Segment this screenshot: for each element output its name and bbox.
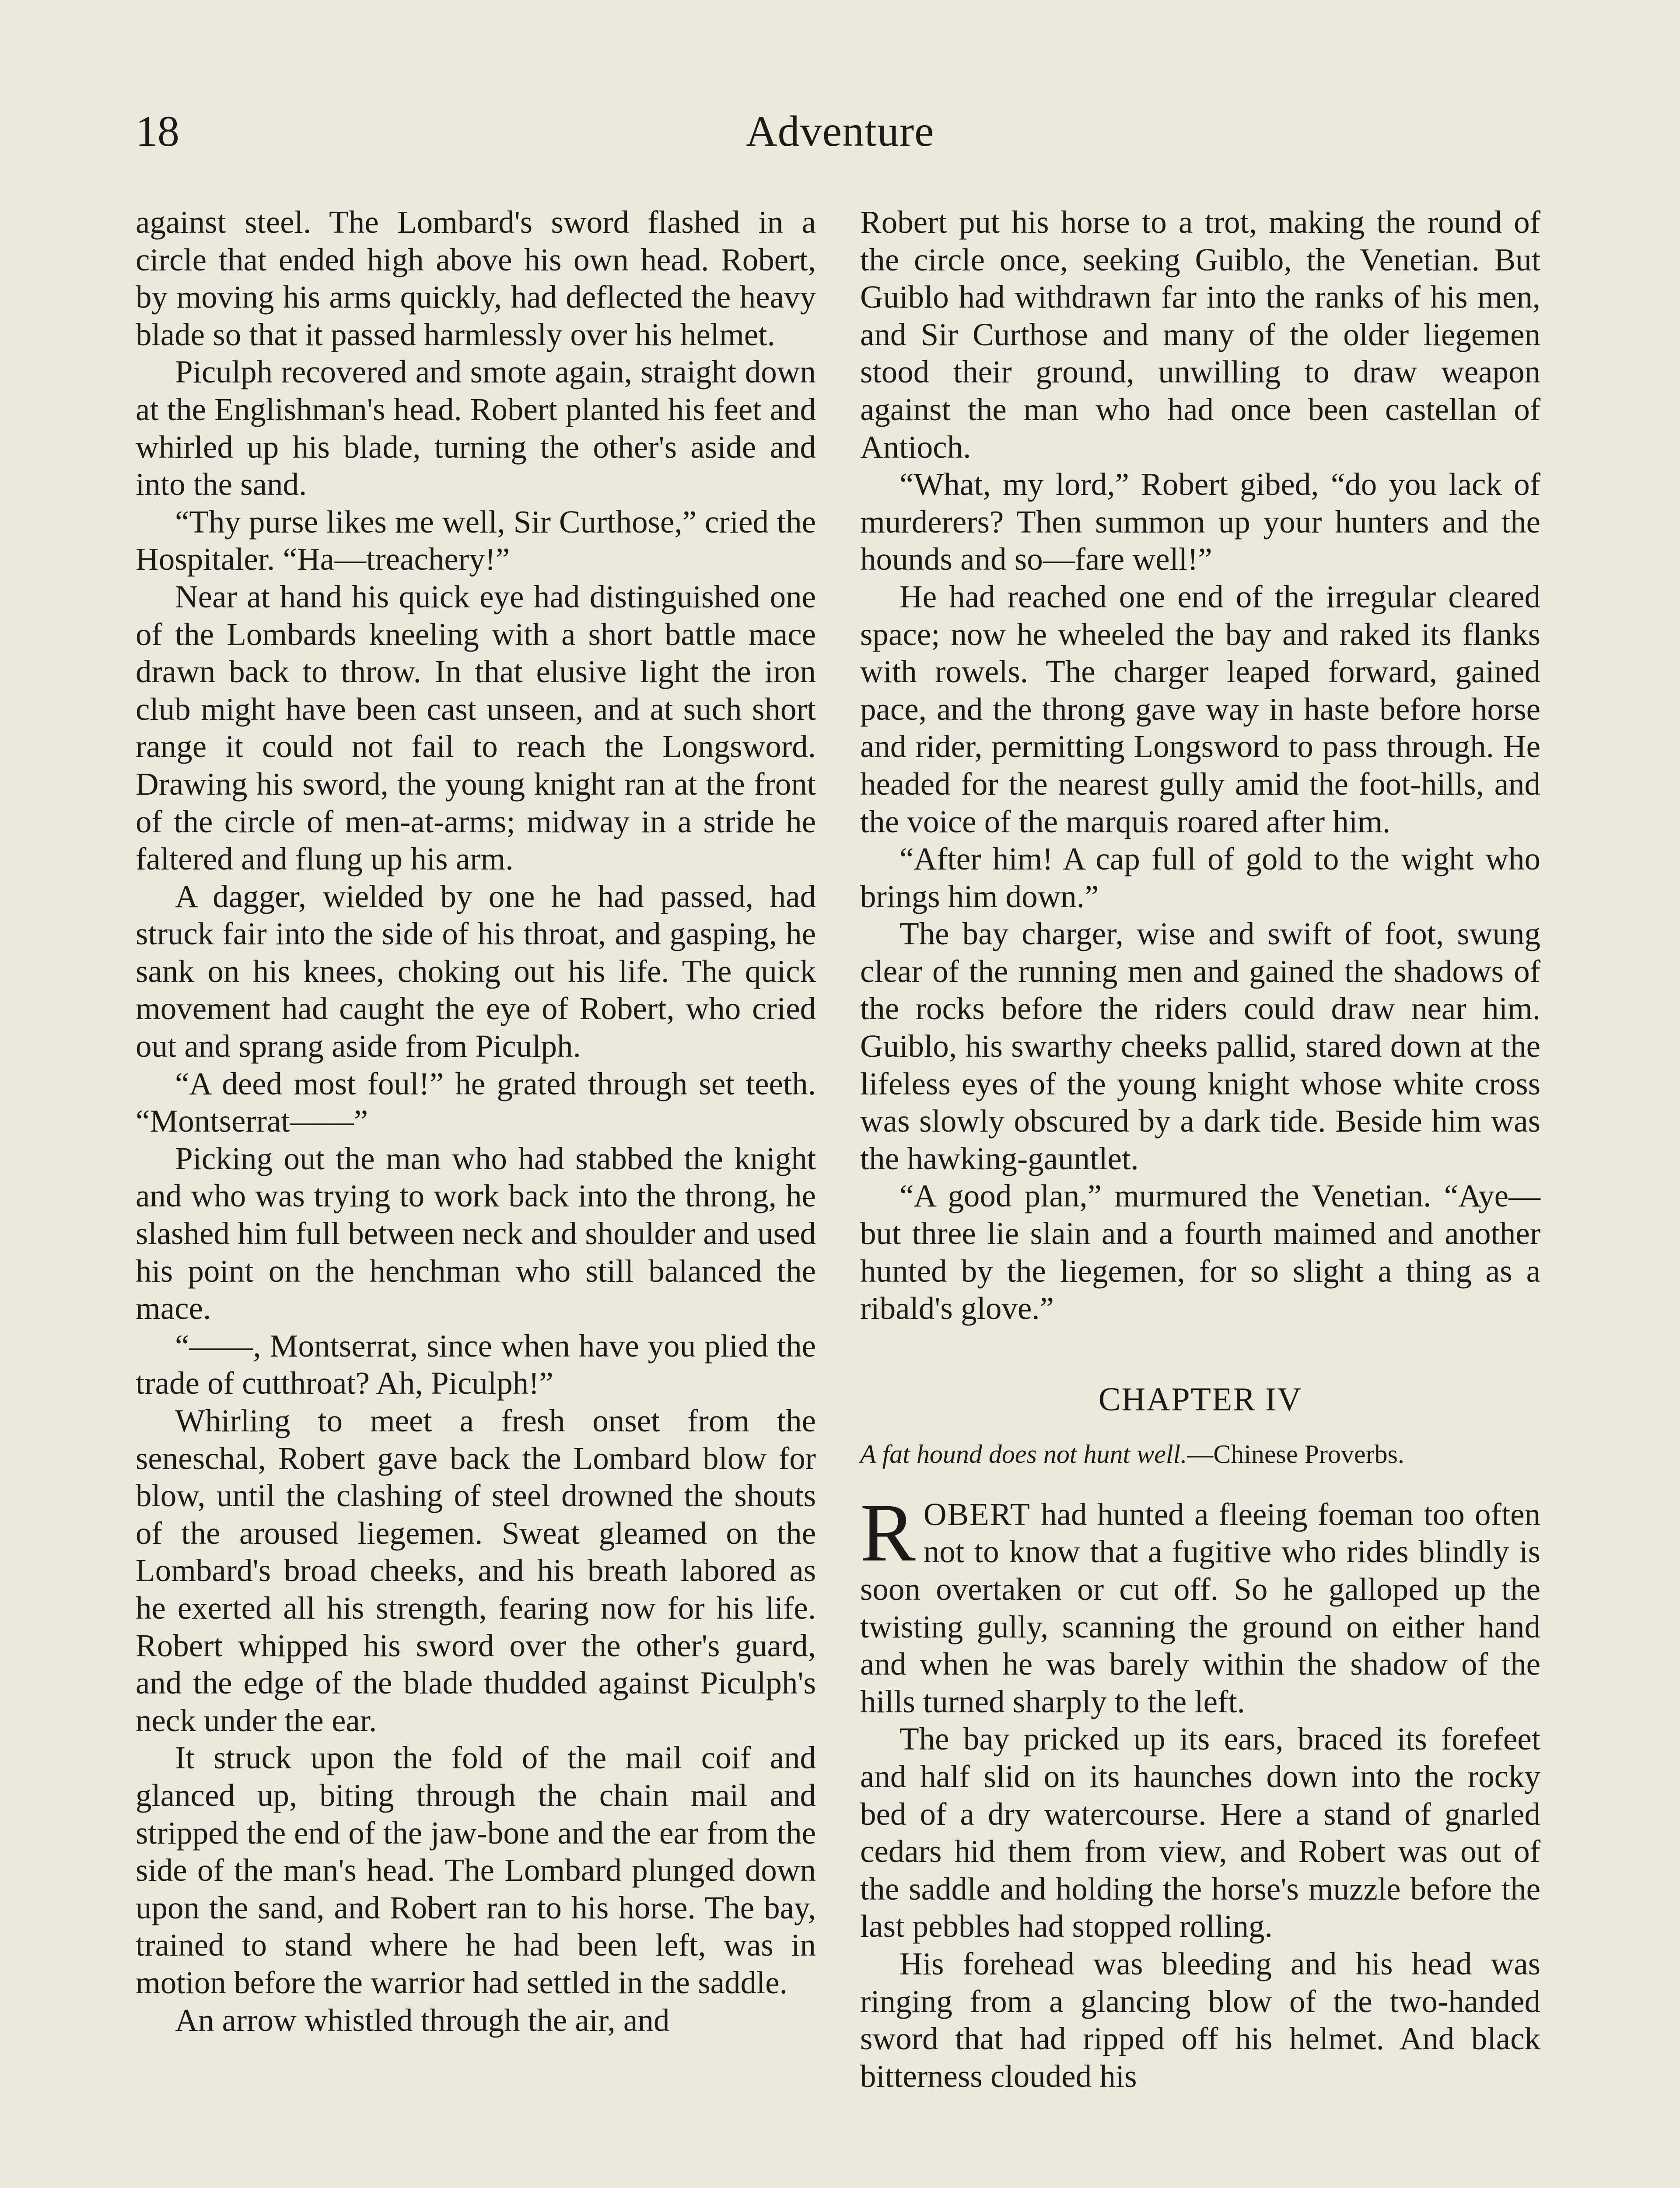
right-column (860, 203, 1540, 2095)
drop-cap: R (860, 1487, 916, 1579)
paragraph: “A good plan,” murmured the Venetian. “Aye—but three lie slain and a fourth maimed and another hunted by the liegemen, for so slight a thing as a ribald's glove.” (860, 1178, 1540, 1326)
paragraph: Robert put his horse to a trot, making the round of the circle once, seeking Guiblo, the Venetian. But Guiblo had withdrawn far into the ranks of his men, and Sir Curthose and many of the older liegemen stood their ground, unwilling to draw weapon against the man who had once been castellan of Antioch. (860, 204, 1540, 465)
paragraph: “After him! A cap full of gold to the wight who brings him down.” (860, 841, 1540, 914)
magazine-title: Adventure (746, 107, 934, 155)
paragraph: against steel. The Lombard's sword flashed in a circle that ended high above his own head. Robert, by moving his arms quickly, had deflected the heavy blade so that it passed harmlessly over his helmet. (136, 204, 816, 352)
chapter-heading: CHAPTER IV (1098, 1381, 1302, 1418)
opening-text: had hunted a fleeing foeman too often not to know that a fugitive who rides blindly is soon overtaken or cut off. So he galloped up the twisting gully, scanning the ground on either hand and when he was barely within the shadow of the hills turned sharply to the left. (860, 1496, 1540, 1719)
paragraph: He had reached one end of the irregular cleared space; now he wheeled the bay and raked its flanks with rowels. The charger leaped forward, gained pace, and the throng gave way in haste before horse and rider, permitting Longsword to pass through. He headed for the nearest gully amid the foot-hills, and the voice of the marquis roared after him. (860, 579, 1540, 839)
paragraph: The bay pricked up its ears, braced its forefeet and half slid on its haunches down into the rocky bed of a dry watercourse. Here a stand of gnarled cedars hid them from view, and Robert was out of the saddle and holding the horse's muzzle before the last pebbles had stopped rolling. (860, 1721, 1540, 1944)
paragraph: Whirling to meet a fresh onset from the seneschal, Robert gave back the Lombard blow for blow, until the clashing of steel drowned the shouts of the aroused liegemen. Sweat gleamed on the Lombard's broad cheeks, and his breath labored as he exerted all his strength, fearing now for his life. Robert whipped his sword over the other's guard, and the edge of the blade thudded against Piculph's neck under the ear. (136, 1403, 816, 1738)
left-column (136, 203, 816, 2039)
epigraph-source: —Chinese Proverbs. (1187, 1439, 1404, 1469)
paragraph: “A deed most foul!” he grated through set teeth. “Montserrat——” (136, 1066, 816, 1139)
opening-word: OBERT (923, 1496, 1031, 1532)
paragraph: “What, my lord,” Robert gibed, “do you lack of murderers? Then summon up your hunters and the hounds and so—fare well!” (860, 466, 1540, 577)
paragraph: Near at hand his quick eye had distinguished one of the Lombards kneeling with a short battle mace drawn back to throw. In that elusive light the iron club might have been cast unseen, and at such short range it could not fail to reach the Longsword. Drawing his sword, the young knight ran at the front of the circle of men-at-arms; midway in a stride he faltered and flung up his arm. (136, 579, 816, 877)
epigraph (860, 1437, 1540, 1472)
page-header (136, 101, 1544, 162)
paragraph: Piculph recovered and smote again, straight down at the Englishman's head. Robert planted his feet and whirled up his blade, turning the other's aside and into the sand. (136, 354, 816, 502)
paragraph: “——, Montserrat, since when have you plied the trade of cutthroat? Ah, Piculph!” (136, 1328, 816, 1401)
epigraph-quote: A fat hound does not hunt well. (860, 1439, 1187, 1469)
paragraph: The bay charger, wise and swift of foot, swung clear of the running men and gained the shadows of the rocks before the riders could draw near him. Guiblo, his swarthy cheeks pallid, stared down at the lifeless eyes of the young knight whose white cross was slowly obscured by a dark tide. Beside him was the hawking-gauntlet. (860, 916, 1540, 1176)
paragraph: Picking out the man who had stabbed the knight and who was trying to work back into the throng, he slashed him full between neck and shoulder and used his point on the henchman who still balanced the mace. (136, 1140, 816, 1326)
paragraph: “Thy purse likes me well, Sir Curthose,” cried the Hospitaler. “Ha—treachery!” (136, 504, 816, 577)
page-number: 18 (136, 107, 179, 155)
paragraph: His forehead was bleeding and his head was ringing from a glancing blow of the two-handed sword that had ripped off his helmet. And black bitterness clouded his (860, 1946, 1540, 2094)
paragraph: A dagger, wielded by one he had passed, had struck fair into the side of his throat, and gasping, he sank on his knees, choking out his life. The quick movement had caught the eye of Robert, who cried out and sprang aside from Piculph. (136, 878, 816, 1064)
chapter-opening-paragraph (860, 1487, 1540, 1721)
paragraph: It struck upon the fold of the mail coif and glanced up, biting through the chain mail and stripped the end of the jaw-bone and the ear from the side of the man's head. The Lombard plunged down upon the sand, and Robert ran to his horse. The bay, trained to stand where he had been left, was in motion before the warrior had settled in the saddle. (136, 1740, 816, 2000)
paragraph: An arrow whistled through the air, and (175, 2002, 670, 2038)
